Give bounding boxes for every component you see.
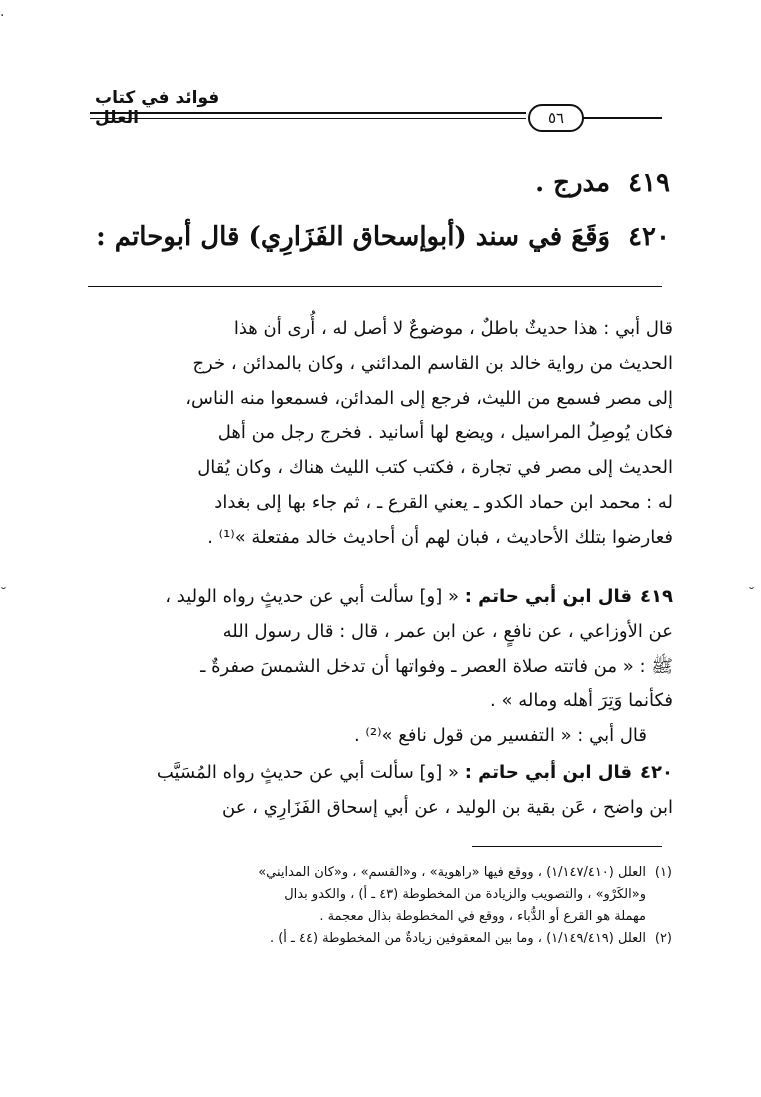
margin-mark-left: ˘ <box>0 586 7 602</box>
passage-line: فكان يُوصِلُ المراسيل ، ويضع لها أسانيد . فخرج رجل من أهل <box>217 422 673 444</box>
heading-text: وَقَعَ في سند (أبوإسحاق الفَزَارِي) قال أبوحاتم : <box>96 222 611 252</box>
header-rule-right <box>582 117 662 119</box>
header-rule-left <box>90 112 526 114</box>
heading-419 <box>90 168 670 198</box>
footnote-line: و«الكَرْو» ، والتصويب والزيادة من المخطوطة (٤٣ ـ أ) ، والكدو بدال <box>284 887 646 902</box>
entry-number: ٤١٩ <box>640 586 673 607</box>
footnote-first-line <box>112 928 672 950</box>
entry-reply: قال أبي : « التفسير من قول نافع »⁽²⁾ . <box>353 725 647 747</box>
heading-number: ٤٢٠ <box>628 222 670 252</box>
margin-mark-top: · <box>0 8 5 24</box>
footnote-1 <box>112 862 672 928</box>
passage-line: فعارضوا بتلك الأحاديث ، فبان لهم أن أحاديث خالد مفتعلة »⁽¹⁾ . <box>207 526 673 548</box>
passage-line: الحديث إلى مصر في تجارة ، فكتب كتب الليث هناك ، وكان يُقال <box>197 457 673 479</box>
footnote-line: مهملة هو القرع أو الدُّباء ، ووقع في المخطوطة بذال معجمة . <box>319 909 646 924</box>
footnote-number: (٢) <box>654 931 672 946</box>
entry-number: ٤٢٠ <box>640 762 673 783</box>
footnote-number: (١) <box>654 865 672 880</box>
passage-line: الحديث من رواية خالد بن القاسم المدائني ، وكان بالمدائن ، خرج <box>192 352 673 374</box>
entry-line: ﷺ : « من فاتته صلاة العصر ـ وفواتها أن تدخل الشمسَ صفرةٌ ـ <box>200 655 673 677</box>
footnote-divider <box>472 846 662 847</box>
footnote-text: العلل (١/١٤٧/٤١٠) ، ووقع فيها «راهوية» ، و«القسم» ، و«كان المدايني» <box>258 865 646 880</box>
footnote-first-line <box>112 862 672 884</box>
heading-text: مدرج . <box>535 168 611 198</box>
margin-mark-right: ˘ <box>748 586 755 602</box>
footnote-2 <box>112 928 672 950</box>
passage <box>88 312 673 556</box>
passage-line: قال أبي : هذا حديثٌ باطلٌ ، موضوعٌ لا أصل له ، أُرى أن هذا <box>233 318 673 339</box>
section-divider <box>88 286 662 287</box>
entry-first-line <box>88 756 673 791</box>
entry-line: فكأنما وَتِرَ أهله وماله » . <box>490 690 673 712</box>
running-title: فوائد في كتاب العلل <box>95 88 220 128</box>
header-rule-left-thin <box>90 118 526 119</box>
entry-419 <box>88 580 673 754</box>
heading-number: ٤١٩ <box>628 168 670 198</box>
entry-speaker: قال ابن أبي حاتم : <box>464 586 633 607</box>
entry-line: ابن واضح ، عَن بقية بن الوليد ، عن أبي إسحاق الفَزَارِي ، عن <box>222 796 673 818</box>
entry-420 <box>88 756 673 826</box>
entry-text: « [و] سألت أبي عن حديثٍ رواه المُسَيَّب <box>156 762 459 783</box>
footnotes <box>112 862 672 950</box>
heading-420 <box>90 222 670 252</box>
entry-first-line <box>88 580 673 615</box>
entry-speaker: قال ابن أبي حاتم : <box>464 762 633 783</box>
page-number: ٥٦ <box>528 104 584 132</box>
entry-text: « [و] سألت أبي عن حديثٍ رواه الوليد ، <box>165 586 459 607</box>
entry-line: عن الأوزاعي ، عن نافعٍ ، عن ابن عمر ، قال : قال رسول الله <box>222 620 673 642</box>
passage-line: له : محمد ابن حماد الكدو ـ يعني القرع ـ ، ثم جاء بها إلى بغداد <box>214 491 673 513</box>
passage-line: إلى مصر فسمع من الليث، فرجع إلى المدائن، فسمعوا منه الناس، <box>185 387 673 409</box>
footnote-text: العلل (١/١٤٩/٤١٩) ، وما بين المعقوفين زيادةٌ من المخطوطة (٤٤ ـ أ) . <box>269 931 646 946</box>
